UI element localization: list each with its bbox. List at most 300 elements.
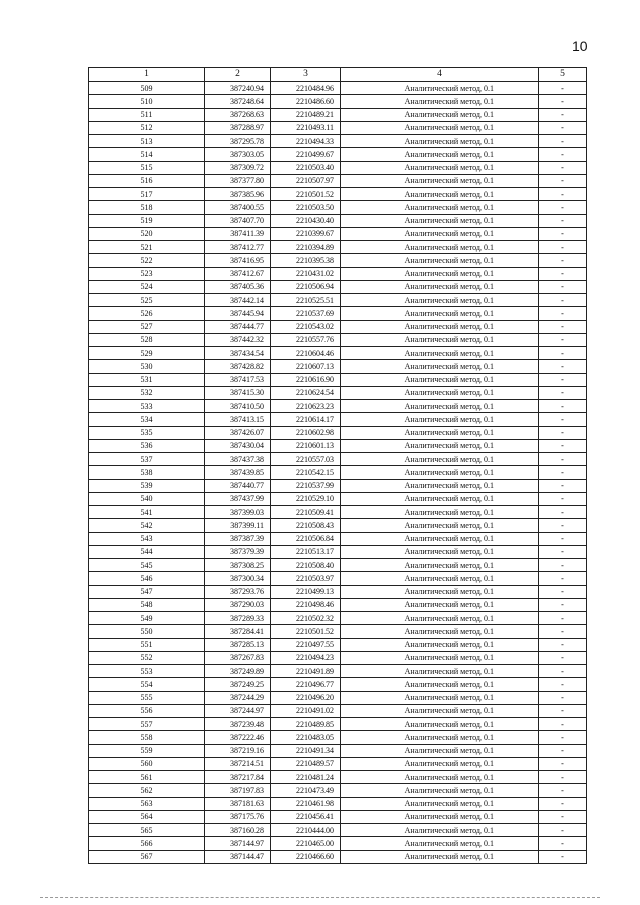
col5-cell: - [539, 718, 587, 731]
x-coordinate-cell: 387285.13 [205, 638, 271, 651]
point-number-cell: 541 [89, 506, 205, 519]
method-cell: Аналитический метод, 0.1 [341, 82, 539, 95]
method-cell: Аналитический метод, 0.1 [341, 439, 539, 452]
point-number-cell: 522 [89, 254, 205, 267]
col5-cell: - [539, 572, 587, 585]
x-coordinate-cell: 387416.95 [205, 254, 271, 267]
method-cell: Аналитический метод, 0.1 [341, 492, 539, 505]
y-coordinate-cell: 2210394.89 [271, 241, 341, 254]
col5-cell: - [539, 810, 587, 823]
table-row [89, 625, 587, 638]
col5-cell: - [539, 201, 587, 214]
point-number-cell: 518 [89, 201, 205, 214]
table-row [89, 439, 587, 452]
col5-cell: - [539, 545, 587, 558]
x-coordinate-cell: 387440.77 [205, 479, 271, 492]
method-cell: Аналитический метод, 0.1 [341, 241, 539, 254]
method-cell: Аналитический метод, 0.1 [341, 95, 539, 108]
method-cell: Аналитический метод, 0.1 [341, 386, 539, 399]
table-row [89, 797, 587, 810]
point-number-cell: 559 [89, 744, 205, 757]
y-coordinate-cell: 2210497.55 [271, 638, 341, 651]
col5-cell: - [539, 771, 587, 784]
point-number-cell: 565 [89, 824, 205, 837]
x-coordinate-cell: 387144.47 [205, 850, 271, 863]
method-cell: Аналитический метод, 0.1 [341, 373, 539, 386]
method-cell: Аналитический метод, 0.1 [341, 201, 539, 214]
y-coordinate-cell: 2210473.49 [271, 784, 341, 797]
col5-cell: - [539, 121, 587, 134]
y-coordinate-cell: 2210507.97 [271, 174, 341, 187]
point-number-cell: 543 [89, 532, 205, 545]
col5-cell: - [539, 837, 587, 850]
y-coordinate-cell: 2210506.94 [271, 280, 341, 293]
y-coordinate-cell: 2210499.13 [271, 585, 341, 598]
col5-cell: - [539, 492, 587, 505]
table-row [89, 373, 587, 386]
point-number-cell: 547 [89, 585, 205, 598]
method-cell: Аналитический метод, 0.1 [341, 704, 539, 717]
x-coordinate-cell: 387290.03 [205, 598, 271, 611]
x-coordinate-cell: 387267.83 [205, 651, 271, 664]
point-number-cell: 549 [89, 612, 205, 625]
table-row [89, 333, 587, 346]
method-cell: Аналитический метод, 0.1 [341, 559, 539, 572]
y-coordinate-cell: 2210557.76 [271, 333, 341, 346]
y-coordinate-cell: 2210537.69 [271, 307, 341, 320]
col5-cell: - [539, 625, 587, 638]
x-coordinate-cell: 387293.76 [205, 585, 271, 598]
col5-cell: - [539, 386, 587, 399]
table-row [89, 585, 587, 598]
point-number-cell: 554 [89, 678, 205, 691]
y-coordinate-cell: 2210614.17 [271, 413, 341, 426]
point-number-cell: 521 [89, 241, 205, 254]
table-row [89, 545, 587, 558]
x-coordinate-cell: 387385.96 [205, 188, 271, 201]
method-cell: Аналитический метод, 0.1 [341, 135, 539, 148]
table-row [89, 731, 587, 744]
y-coordinate-cell: 2210557.03 [271, 453, 341, 466]
point-number-cell: 532 [89, 386, 205, 399]
table-row [89, 784, 587, 797]
x-coordinate-cell: 387444.77 [205, 320, 271, 333]
table-row [89, 280, 587, 293]
method-cell: Аналитический метод, 0.1 [341, 638, 539, 651]
y-coordinate-cell: 2210529.10 [271, 492, 341, 505]
point-number-cell: 525 [89, 294, 205, 307]
method-cell: Аналитический метод, 0.1 [341, 227, 539, 240]
col5-cell: - [539, 280, 587, 293]
y-coordinate-cell: 2210461.98 [271, 797, 341, 810]
col5-cell: - [539, 254, 587, 267]
y-coordinate-cell: 2210537.99 [271, 479, 341, 492]
table-row [89, 810, 587, 823]
coordinates-table [88, 67, 587, 864]
x-coordinate-cell: 387426.07 [205, 426, 271, 439]
method-cell: Аналитический метод, 0.1 [341, 188, 539, 201]
col5-cell: - [539, 347, 587, 360]
table-row [89, 612, 587, 625]
point-number-cell: 562 [89, 784, 205, 797]
x-coordinate-cell: 387239.48 [205, 718, 271, 731]
point-number-cell: 561 [89, 771, 205, 784]
point-number-cell: 546 [89, 572, 205, 585]
col5-cell: - [539, 135, 587, 148]
table-row [89, 148, 587, 161]
method-cell: Аналитический метод, 0.1 [341, 161, 539, 174]
x-coordinate-cell: 387300.34 [205, 572, 271, 585]
col5-cell: - [539, 294, 587, 307]
col5-cell: - [539, 413, 587, 426]
point-number-cell: 520 [89, 227, 205, 240]
method-cell: Аналитический метод, 0.1 [341, 320, 539, 333]
table-row [89, 386, 587, 399]
page-bottom-rule [40, 897, 600, 898]
point-number-cell: 528 [89, 333, 205, 346]
x-coordinate-cell: 387288.97 [205, 121, 271, 134]
point-number-cell: 513 [89, 135, 205, 148]
x-coordinate-cell: 387160.28 [205, 824, 271, 837]
x-coordinate-cell: 387144.97 [205, 837, 271, 850]
y-coordinate-cell: 2210456.41 [271, 810, 341, 823]
point-number-cell: 557 [89, 718, 205, 731]
x-coordinate-cell: 387308.25 [205, 559, 271, 572]
method-cell: Аналитический метод, 0.1 [341, 506, 539, 519]
col5-cell: - [539, 307, 587, 320]
x-coordinate-cell: 387249.89 [205, 665, 271, 678]
table-body [89, 82, 587, 864]
col5-cell: - [539, 188, 587, 201]
x-coordinate-cell: 387175.76 [205, 810, 271, 823]
x-coordinate-cell: 387442.32 [205, 333, 271, 346]
method-cell: Аналитический метод, 0.1 [341, 121, 539, 134]
col5-cell: - [539, 585, 587, 598]
point-number-cell: 509 [89, 82, 205, 95]
table-row [89, 400, 587, 413]
x-coordinate-cell: 387217.84 [205, 771, 271, 784]
y-coordinate-cell: 2210494.23 [271, 651, 341, 664]
x-coordinate-cell: 387439.85 [205, 466, 271, 479]
method-cell: Аналитический метод, 0.1 [341, 784, 539, 797]
table-row [89, 413, 587, 426]
col5-cell: - [539, 532, 587, 545]
point-number-cell: 552 [89, 651, 205, 664]
col5-cell: - [539, 559, 587, 572]
point-number-cell: 538 [89, 466, 205, 479]
y-coordinate-cell: 2210501.52 [271, 625, 341, 638]
x-coordinate-cell: 387181.63 [205, 797, 271, 810]
x-coordinate-cell: 387284.41 [205, 625, 271, 638]
method-cell: Аналитический метод, 0.1 [341, 678, 539, 691]
point-number-cell: 563 [89, 797, 205, 810]
table-row [89, 135, 587, 148]
x-coordinate-cell: 387399.03 [205, 506, 271, 519]
y-coordinate-cell: 2210513.17 [271, 545, 341, 558]
method-cell: Аналитический метод, 0.1 [341, 532, 539, 545]
col5-cell: - [539, 214, 587, 227]
y-coordinate-cell: 2210508.40 [271, 559, 341, 572]
table-row [89, 82, 587, 95]
x-coordinate-cell: 387410.50 [205, 400, 271, 413]
y-coordinate-cell: 2210602.98 [271, 426, 341, 439]
method-cell: Аналитический метод, 0.1 [341, 744, 539, 757]
col5-cell: - [539, 148, 587, 161]
point-number-cell: 517 [89, 188, 205, 201]
col5-cell: - [539, 320, 587, 333]
x-coordinate-cell: 387413.15 [205, 413, 271, 426]
y-coordinate-cell: 2210430.40 [271, 214, 341, 227]
y-coordinate-cell: 2210399.67 [271, 227, 341, 240]
x-coordinate-cell: 387268.63 [205, 108, 271, 121]
method-cell: Аналитический метод, 0.1 [341, 174, 539, 187]
table-row [89, 519, 587, 532]
y-coordinate-cell: 2210486.60 [271, 95, 341, 108]
method-cell: Аналитический метод, 0.1 [341, 718, 539, 731]
header-row [89, 68, 587, 82]
col5-cell: - [539, 174, 587, 187]
method-cell: Аналитический метод, 0.1 [341, 572, 539, 585]
col5-cell: - [539, 757, 587, 770]
method-cell: Аналитический метод, 0.1 [341, 214, 539, 227]
y-coordinate-cell: 2210489.21 [271, 108, 341, 121]
method-cell: Аналитический метод, 0.1 [341, 294, 539, 307]
table-row [89, 744, 587, 757]
table-row [89, 95, 587, 108]
table-row [89, 347, 587, 360]
method-cell: Аналитический метод, 0.1 [341, 426, 539, 439]
table-row [89, 254, 587, 267]
table-row [89, 320, 587, 333]
col5-cell: - [539, 598, 587, 611]
col5-cell: - [539, 426, 587, 439]
method-cell: Аналитический метод, 0.1 [341, 307, 539, 320]
table-row [89, 837, 587, 850]
x-coordinate-cell: 387437.99 [205, 492, 271, 505]
method-cell: Аналитический метод, 0.1 [341, 479, 539, 492]
x-coordinate-cell: 387244.29 [205, 691, 271, 704]
table-row [89, 572, 587, 585]
point-number-cell: 530 [89, 360, 205, 373]
y-coordinate-cell: 2210604.46 [271, 347, 341, 360]
point-number-cell: 514 [89, 148, 205, 161]
point-number-cell: 524 [89, 280, 205, 293]
x-coordinate-cell: 387399.11 [205, 519, 271, 532]
table-row [89, 757, 587, 770]
table-row [89, 201, 587, 214]
point-number-cell: 516 [89, 174, 205, 187]
point-number-cell: 523 [89, 267, 205, 280]
point-number-cell: 564 [89, 810, 205, 823]
y-coordinate-cell: 2210508.43 [271, 519, 341, 532]
table-row [89, 227, 587, 240]
column-header-x: 2 [205, 68, 271, 82]
column-header-y: 3 [271, 68, 341, 82]
point-number-cell: 531 [89, 373, 205, 386]
table-row [89, 559, 587, 572]
point-number-cell: 550 [89, 625, 205, 638]
y-coordinate-cell: 2210444.00 [271, 824, 341, 837]
point-number-cell: 544 [89, 545, 205, 558]
method-cell: Аналитический метод, 0.1 [341, 108, 539, 121]
point-number-cell: 529 [89, 347, 205, 360]
table-row [89, 704, 587, 717]
table-row [89, 638, 587, 651]
y-coordinate-cell: 2210607.13 [271, 360, 341, 373]
y-coordinate-cell: 2210542.15 [271, 466, 341, 479]
method-cell: Аналитический метод, 0.1 [341, 519, 539, 532]
method-cell: Аналитический метод, 0.1 [341, 347, 539, 360]
column-header-col5: 5 [539, 68, 587, 82]
x-coordinate-cell: 387428.82 [205, 360, 271, 373]
point-number-cell: 519 [89, 214, 205, 227]
x-coordinate-cell: 387219.16 [205, 744, 271, 757]
col5-cell: - [539, 651, 587, 664]
x-coordinate-cell: 387197.83 [205, 784, 271, 797]
method-cell: Аналитический метод, 0.1 [341, 625, 539, 638]
col5-cell: - [539, 612, 587, 625]
y-coordinate-cell: 2210499.67 [271, 148, 341, 161]
method-cell: Аналитический метод, 0.1 [341, 691, 539, 704]
table-row [89, 479, 587, 492]
point-number-cell: 560 [89, 757, 205, 770]
point-number-cell: 567 [89, 850, 205, 863]
method-cell: Аналитический метод, 0.1 [341, 757, 539, 770]
method-cell: Аналитический метод, 0.1 [341, 148, 539, 161]
table-row [89, 426, 587, 439]
table-row [89, 824, 587, 837]
col5-cell: - [539, 400, 587, 413]
col5-cell: - [539, 439, 587, 452]
column-header-method: 4 [341, 68, 539, 82]
y-coordinate-cell: 2210623.23 [271, 400, 341, 413]
method-cell: Аналитический метод, 0.1 [341, 466, 539, 479]
x-coordinate-cell: 387405.36 [205, 280, 271, 293]
y-coordinate-cell: 2210601.13 [271, 439, 341, 452]
x-coordinate-cell: 387303.05 [205, 148, 271, 161]
method-cell: Аналитический метод, 0.1 [341, 400, 539, 413]
method-cell: Аналитический метод, 0.1 [341, 824, 539, 837]
col5-cell: - [539, 519, 587, 532]
point-number-cell: 527 [89, 320, 205, 333]
table-row [89, 360, 587, 373]
col5-cell: - [539, 95, 587, 108]
y-coordinate-cell: 2210503.50 [271, 201, 341, 214]
col5-cell: - [539, 744, 587, 757]
x-coordinate-cell: 387289.33 [205, 612, 271, 625]
x-coordinate-cell: 387248.64 [205, 95, 271, 108]
y-coordinate-cell: 2210506.84 [271, 532, 341, 545]
table-row [89, 161, 587, 174]
col5-cell: - [539, 466, 587, 479]
y-coordinate-cell: 2210624.54 [271, 386, 341, 399]
y-coordinate-cell: 2210465.00 [271, 837, 341, 850]
y-coordinate-cell: 2210395.38 [271, 254, 341, 267]
x-coordinate-cell: 387214.51 [205, 757, 271, 770]
col5-cell: - [539, 161, 587, 174]
point-number-cell: 566 [89, 837, 205, 850]
table-header [89, 68, 587, 82]
table-row [89, 453, 587, 466]
x-coordinate-cell: 387240.94 [205, 82, 271, 95]
col5-cell: - [539, 479, 587, 492]
table-row [89, 108, 587, 121]
col5-cell: - [539, 638, 587, 651]
col5-cell: - [539, 82, 587, 95]
table-row [89, 678, 587, 691]
y-coordinate-cell: 2210431.02 [271, 267, 341, 280]
y-coordinate-cell: 2210509.41 [271, 506, 341, 519]
y-coordinate-cell: 2210489.57 [271, 757, 341, 770]
y-coordinate-cell: 2210489.85 [271, 718, 341, 731]
col5-cell: - [539, 784, 587, 797]
y-coordinate-cell: 2210493.11 [271, 121, 341, 134]
page-number: 10 [572, 38, 588, 54]
method-cell: Аналитический метод, 0.1 [341, 612, 539, 625]
y-coordinate-cell: 2210501.52 [271, 188, 341, 201]
table-row [89, 307, 587, 320]
point-number-cell: 511 [89, 108, 205, 121]
method-cell: Аналитический метод, 0.1 [341, 598, 539, 611]
y-coordinate-cell: 2210484.96 [271, 82, 341, 95]
x-coordinate-cell: 387400.55 [205, 201, 271, 214]
x-coordinate-cell: 387377.80 [205, 174, 271, 187]
x-coordinate-cell: 387445.94 [205, 307, 271, 320]
point-number-cell: 510 [89, 95, 205, 108]
method-cell: Аналитический метод, 0.1 [341, 651, 539, 664]
table-row [89, 188, 587, 201]
point-number-cell: 558 [89, 731, 205, 744]
point-number-cell: 555 [89, 691, 205, 704]
method-cell: Аналитический метод, 0.1 [341, 585, 539, 598]
x-coordinate-cell: 387412.77 [205, 241, 271, 254]
y-coordinate-cell: 2210525.51 [271, 294, 341, 307]
point-number-cell: 537 [89, 453, 205, 466]
point-number-cell: 526 [89, 307, 205, 320]
col5-cell: - [539, 824, 587, 837]
table-row [89, 532, 587, 545]
method-cell: Аналитический метод, 0.1 [341, 360, 539, 373]
col5-cell: - [539, 241, 587, 254]
method-cell: Аналитический метод, 0.1 [341, 850, 539, 863]
method-cell: Аналитический метод, 0.1 [341, 453, 539, 466]
x-coordinate-cell: 387434.54 [205, 347, 271, 360]
point-number-cell: 540 [89, 492, 205, 505]
y-coordinate-cell: 2210491.02 [271, 704, 341, 717]
table-row [89, 294, 587, 307]
method-cell: Аналитический метод, 0.1 [341, 280, 539, 293]
table-row [89, 506, 587, 519]
method-cell: Аналитический метод, 0.1 [341, 810, 539, 823]
table-row [89, 466, 587, 479]
y-coordinate-cell: 2210616.90 [271, 373, 341, 386]
point-number-cell: 551 [89, 638, 205, 651]
table-row [89, 691, 587, 704]
point-number-cell: 512 [89, 121, 205, 134]
y-coordinate-cell: 2210503.97 [271, 572, 341, 585]
col5-cell: - [539, 704, 587, 717]
table-row [89, 267, 587, 280]
col5-cell: - [539, 227, 587, 240]
table-row [89, 214, 587, 227]
y-coordinate-cell: 2210491.34 [271, 744, 341, 757]
method-cell: Аналитический метод, 0.1 [341, 665, 539, 678]
col5-cell: - [539, 665, 587, 678]
table-row [89, 598, 587, 611]
x-coordinate-cell: 387249.25 [205, 678, 271, 691]
point-number-cell: 536 [89, 439, 205, 452]
method-cell: Аналитический метод, 0.1 [341, 254, 539, 267]
